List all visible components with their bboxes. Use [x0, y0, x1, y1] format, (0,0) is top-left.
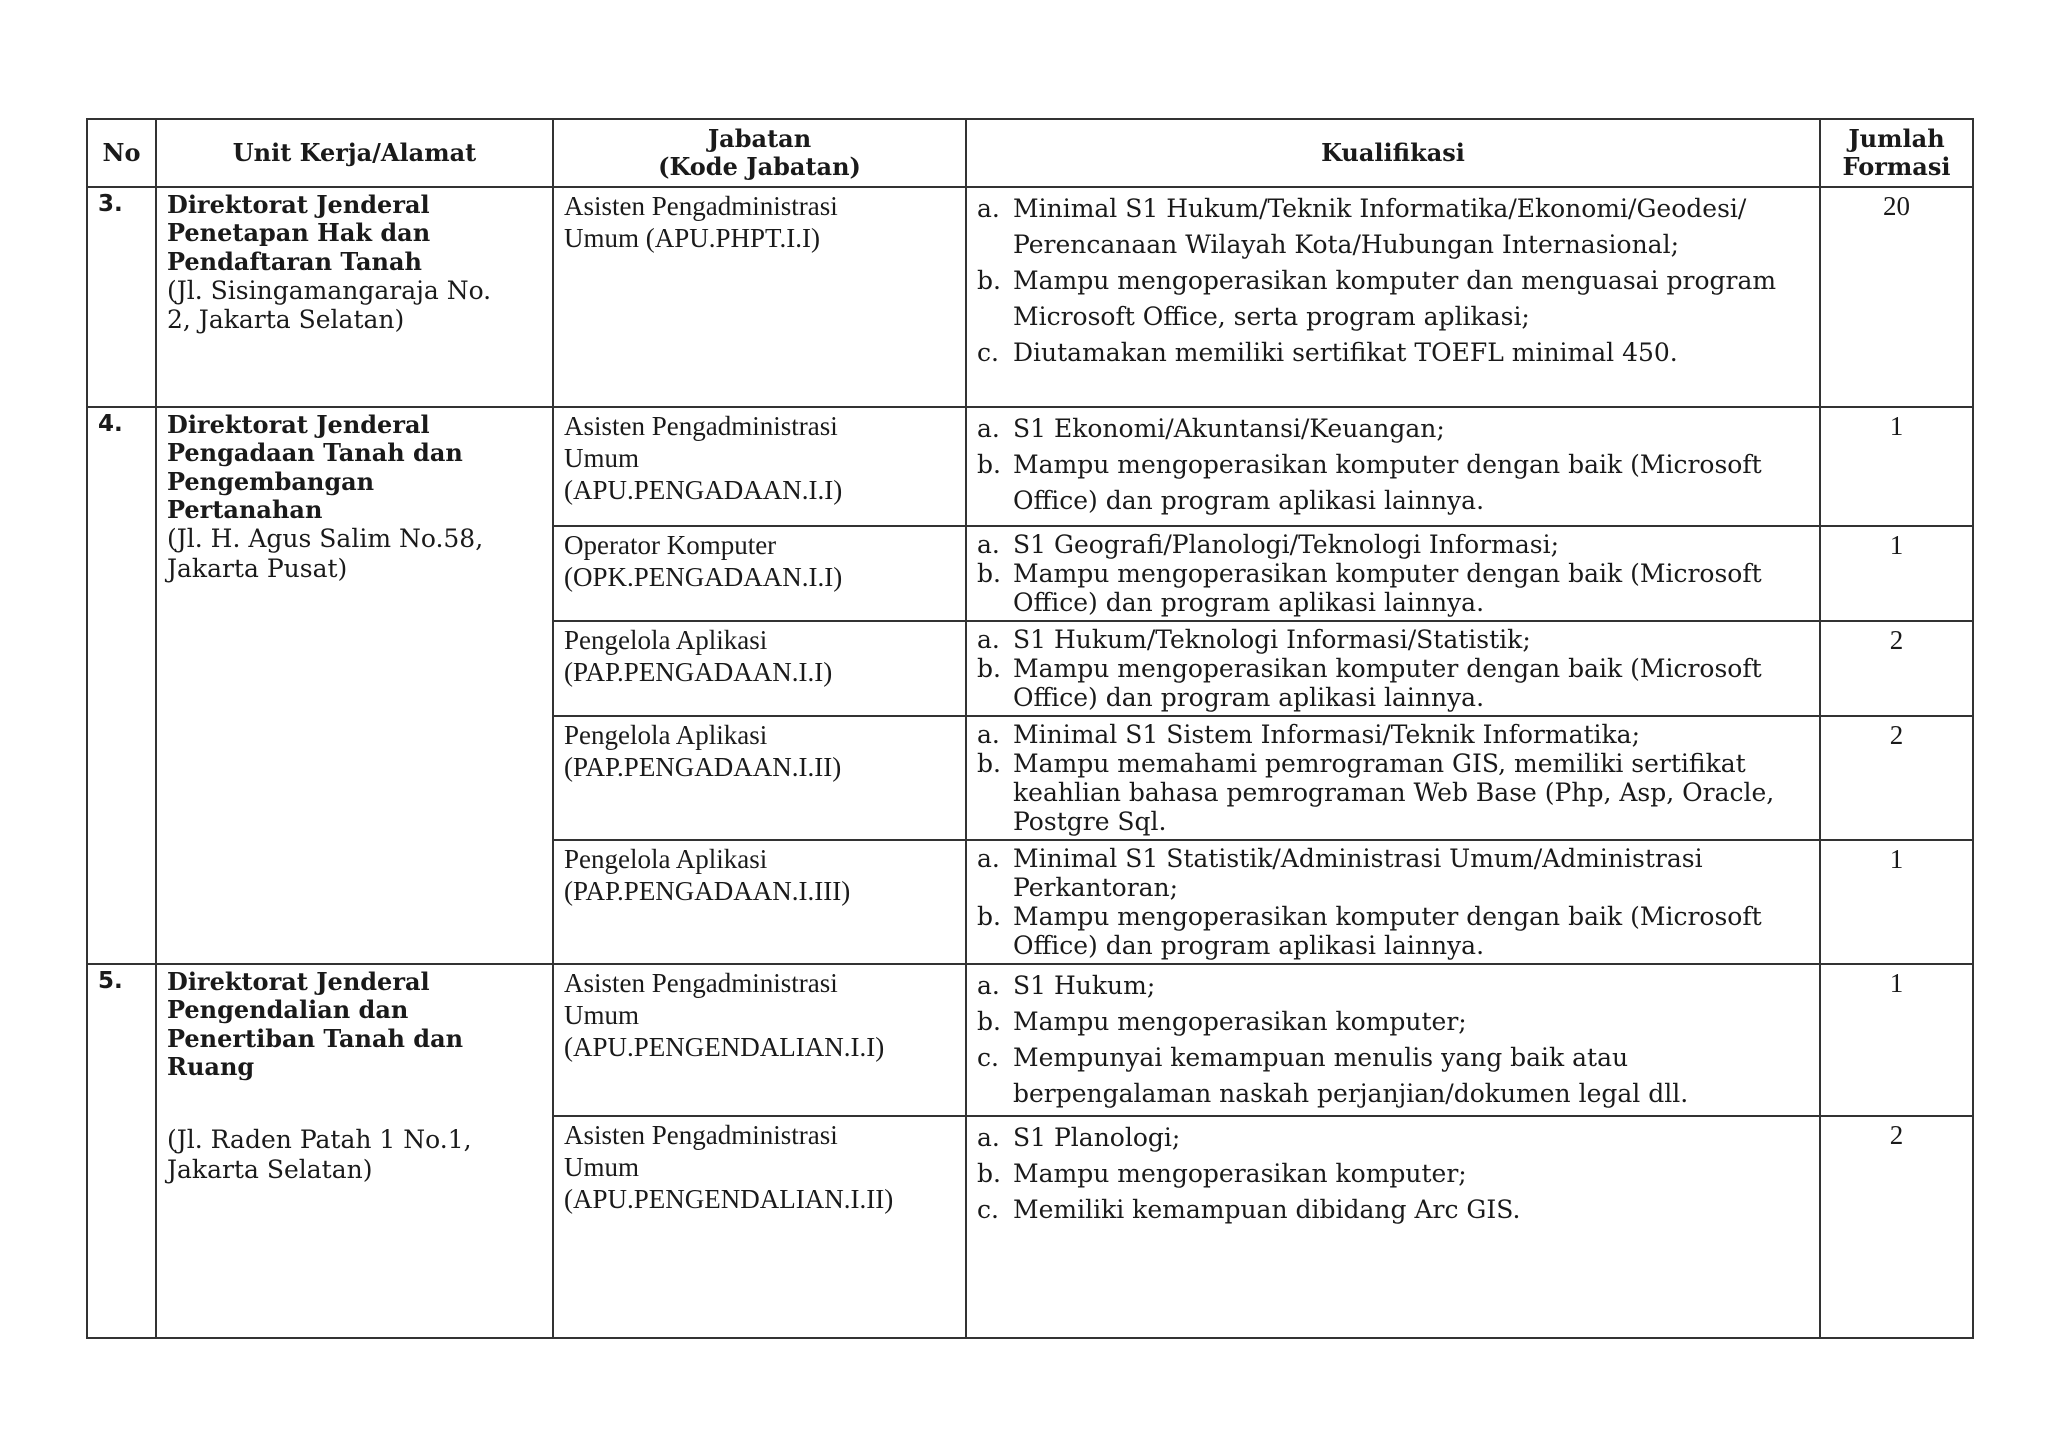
item-marker: a.: [977, 971, 1000, 1000]
kualifikasi-cell: [966, 1116, 1820, 1338]
unit-number: 4.: [87, 407, 156, 964]
item-text: Diutamakan memiliki sertifikat TOEFL minimal 450.: [1013, 338, 1678, 367]
unit-address: [167, 524, 542, 583]
unit-number: 5.: [87, 964, 156, 1338]
header-kualifikasi: Kualifikasi: [966, 119, 1820, 187]
jabatan-line: (APU.PENGENDALIAN.I.II): [564, 1183, 894, 1214]
unit-name: [167, 968, 542, 1081]
kualifikasi-cell: [966, 621, 1820, 716]
kualifikasi-item: [977, 411, 1809, 447]
jabatan-line: (APU.PENGENDALIAN.I.I): [564, 1031, 885, 1062]
table-row: [87, 187, 1973, 407]
item-marker: a.: [977, 414, 1000, 443]
item-marker: a.: [977, 194, 1000, 223]
kualifikasi-cell: [966, 716, 1820, 840]
jabatan-cell: [553, 187, 966, 407]
kualifikasi-item: [977, 720, 1809, 749]
unit-address-line: Jakarta Pusat): [167, 553, 348, 583]
kualifikasi-list: [977, 968, 1809, 1112]
header-unit: Unit Kerja/Alamat: [156, 119, 553, 187]
kualifikasi-item: [977, 1192, 1809, 1228]
item-marker: a.: [977, 844, 1000, 873]
kualifikasi-cell: [966, 187, 1820, 407]
item-text: Mampu memahami pemrograman GIS, memiliki sertifikat keahlian bahasa pemrograman Web Base (Php, Asp, Oracle, Postgre Sql.: [1013, 749, 1775, 836]
unit-address-line: Jakarta Selatan): [167, 1154, 373, 1184]
item-marker: a.: [977, 530, 1000, 559]
item-text: Mampu mengoperasikan komputer dengan baik (Microsoft Office) dan program aplikasi lainnya.: [1013, 450, 1762, 515]
jumlah-cell: 2: [1820, 716, 1973, 840]
item-marker: a.: [977, 720, 1000, 749]
spacer: [167, 1081, 542, 1125]
item-marker: b.: [977, 902, 1001, 931]
unit-address: [167, 276, 542, 335]
item-text: Mampu mengoperasikan komputer dan menguasai program Microsoft Office, serta program aplikasi;: [1013, 266, 1777, 331]
item-text: Mampu mengoperasikan komputer dengan baik (Microsoft Office) dan program aplikasi lainnya.: [1013, 902, 1762, 960]
jabatan-line: Asisten Pengadministrasi: [564, 1120, 838, 1150]
unit-name-line: Pengadaan Tanah dan: [167, 438, 463, 468]
jabatan-line: (PAP.PENGADAAN.I.II): [564, 751, 842, 782]
unit-cell: [156, 407, 553, 964]
unit-name-line: Penertiban Tanah dan: [167, 1023, 464, 1053]
unit-name: [167, 411, 542, 524]
kualifikasi-item: [977, 902, 1809, 960]
jabatan-line: Pengelola Aplikasi: [564, 844, 768, 874]
header-row: [87, 119, 1973, 187]
kualifikasi-list: [977, 625, 1809, 712]
unit-address: [167, 1125, 542, 1184]
jabatan-cell: [553, 716, 966, 840]
item-marker: b.: [977, 1007, 1001, 1036]
kualifikasi-list: [977, 411, 1809, 519]
jabatan-cell: [553, 621, 966, 716]
kualifikasi-item: [977, 335, 1809, 371]
kualifikasi-cell: [966, 964, 1820, 1116]
header-jabatan-line1: Jabatan: [707, 123, 812, 153]
item-marker: c.: [977, 1195, 999, 1224]
header-jabatan-line2: (Kode Jabatan): [658, 152, 861, 181]
kualifikasi-item: [977, 530, 1809, 559]
jabatan-cell: [553, 1116, 966, 1338]
item-marker: b.: [977, 559, 1001, 588]
jabatan-cell: [553, 526, 966, 621]
jabatan-line: (PAP.PENGADAAN.I.I): [564, 656, 833, 687]
item-marker: a.: [977, 1123, 1000, 1152]
formasi-table: [86, 118, 1974, 1339]
kualifikasi-list: [977, 844, 1809, 960]
unit-number: 3.: [87, 187, 156, 407]
header-no: No: [87, 119, 156, 187]
item-text: S1 Hukum/Teknologi Informasi/Statistik;: [1013, 625, 1531, 654]
item-marker: c.: [977, 1043, 999, 1072]
jabatan-line: Pengelola Aplikasi: [564, 625, 768, 655]
item-text: Mampu mengoperasikan komputer dengan baik (Microsoft Office) dan program aplikasi lainnya.: [1013, 654, 1762, 712]
item-text: Memiliki kemampuan dibidang Arc GIS.: [1013, 1195, 1521, 1224]
kualifikasi-list: [977, 720, 1809, 836]
item-text: Mampu mengoperasikan komputer;: [1013, 1007, 1467, 1036]
unit-name-line: Pengembangan: [167, 466, 375, 496]
item-text: Mampu mengoperasikan komputer dengan baik (Microsoft Office) dan program aplikasi lainnya.: [1013, 559, 1762, 617]
jabatan-cell: [553, 840, 966, 964]
unit-address-line: (Jl. Sisingamangaraja No.: [167, 275, 492, 305]
item-text: Minimal S1 Sistem Informasi/Teknik Informatika;: [1013, 720, 1640, 749]
item-text: S1 Geografi/Planologi/Teknologi Informasi;: [1013, 530, 1560, 559]
kualifikasi-item: [977, 625, 1809, 654]
kualifikasi-item: [977, 191, 1809, 263]
jabatan-line: Operator Komputer: [564, 530, 777, 560]
jumlah-cell: 20: [1820, 187, 1973, 407]
unit-name-line: Penetapan Hak dan: [167, 218, 431, 248]
kualifikasi-list: [977, 530, 1809, 617]
kualifikasi-item: [977, 968, 1809, 1004]
kualifikasi-item: [977, 447, 1809, 519]
unit-address-line: 2, Jakarta Selatan): [167, 305, 405, 335]
jabatan-line: (OPK.PENGADAAN.I.I): [564, 561, 843, 592]
kualifikasi-item: [977, 559, 1809, 617]
jumlah-cell: 1: [1820, 526, 1973, 621]
unit-name-line: Direktorat Jenderal: [167, 410, 430, 439]
table-row: [87, 964, 1973, 1116]
item-text: Mampu mengoperasikan komputer;: [1013, 1159, 1467, 1188]
unit-cell: [156, 964, 553, 1338]
item-marker: b.: [977, 749, 1001, 778]
jumlah-cell: 1: [1820, 840, 1973, 964]
unit-name-line: Ruang: [167, 1051, 255, 1081]
unit-cell: [156, 187, 553, 407]
jabatan-line: (APU.PENGADAAN.I.I): [564, 474, 843, 505]
kualifikasi-list: [977, 191, 1809, 371]
header-jumlah: [1820, 119, 1973, 187]
item-marker: b.: [977, 266, 1001, 295]
jabatan-line: (PAP.PENGADAAN.I.III): [564, 875, 851, 906]
item-text: S1 Hukum;: [1013, 971, 1156, 1000]
unit-name-line: Direktorat Jenderal: [167, 190, 430, 219]
jabatan-line: Umum: [564, 442, 640, 473]
item-marker: c.: [977, 338, 999, 367]
kualifikasi-item: [977, 1040, 1809, 1112]
item-text: S1 Ekonomi/Akuntansi/Keuangan;: [1013, 414, 1445, 443]
jabatan-line: Asisten Pengadministrasi: [564, 191, 838, 221]
jabatan-line: Umum (APU.PHPT.I.I): [564, 222, 820, 253]
kualifikasi-cell: [966, 407, 1820, 526]
unit-name-line: Pendaftaran Tanah: [167, 246, 422, 276]
unit-name: [167, 191, 542, 276]
jumlah-cell: 2: [1820, 1116, 1973, 1338]
kualifikasi-item: [977, 263, 1809, 335]
jabatan-line: Umum: [564, 1151, 640, 1182]
item-marker: a.: [977, 625, 1000, 654]
header-jumlah-line1: Jumlah: [1848, 123, 1945, 153]
item-text: Minimal S1 Statistik/Administrasi Umum/Administrasi Perkantoran;: [1013, 844, 1703, 902]
item-text: Mempunyai kemampuan menulis yang baik atau berpengalaman naskah perjanjian/dokumen legal dll.: [1013, 1043, 1689, 1108]
jabatan-line: Asisten Pengadministrasi: [564, 411, 838, 441]
kualifikasi-cell: [966, 840, 1820, 964]
jumlah-cell: 2: [1820, 621, 1973, 716]
jabatan-line: Pengelola Aplikasi: [564, 720, 768, 750]
jabatan-cell: [553, 407, 966, 526]
unit-name-line: Direktorat Jenderal: [167, 967, 430, 996]
kualifikasi-item: [977, 749, 1809, 836]
unit-address-line: (Jl. H. Agus Salim No.58,: [167, 524, 484, 554]
kualifikasi-item: [977, 1156, 1809, 1192]
jumlah-cell: 1: [1820, 964, 1973, 1116]
jumlah-cell: 1: [1820, 407, 1973, 526]
item-marker: b.: [977, 450, 1001, 479]
item-text: S1 Planologi;: [1013, 1123, 1181, 1152]
kualifikasi-item: [977, 1120, 1809, 1156]
jabatan-line: Asisten Pengadministrasi: [564, 968, 838, 998]
kualifikasi-cell: [966, 526, 1820, 621]
item-marker: b.: [977, 1159, 1001, 1188]
item-marker: b.: [977, 654, 1001, 683]
jabatan-cell: [553, 964, 966, 1116]
unit-name-line: Pengendalian dan: [167, 995, 409, 1025]
kualifikasi-item: [977, 654, 1809, 712]
kualifikasi-item: [977, 844, 1809, 902]
unit-name-line: Pertanahan: [167, 494, 323, 524]
kualifikasi-item: [977, 1004, 1809, 1040]
kualifikasi-list: [977, 1120, 1809, 1228]
table-row: [87, 407, 1973, 526]
header-jumlah-line2: Formasi: [1842, 152, 1951, 181]
header-jabatan: [553, 119, 966, 187]
unit-address-line: (Jl. Raden Patah 1 No.1,: [167, 1125, 472, 1155]
jabatan-line: Umum: [564, 999, 640, 1030]
item-text: Minimal S1 Hukum/Teknik Informatika/Ekonomi/Geodesi/ Perencanaan Wilayah Kota/Hubungan Internasional;: [1013, 194, 1747, 259]
